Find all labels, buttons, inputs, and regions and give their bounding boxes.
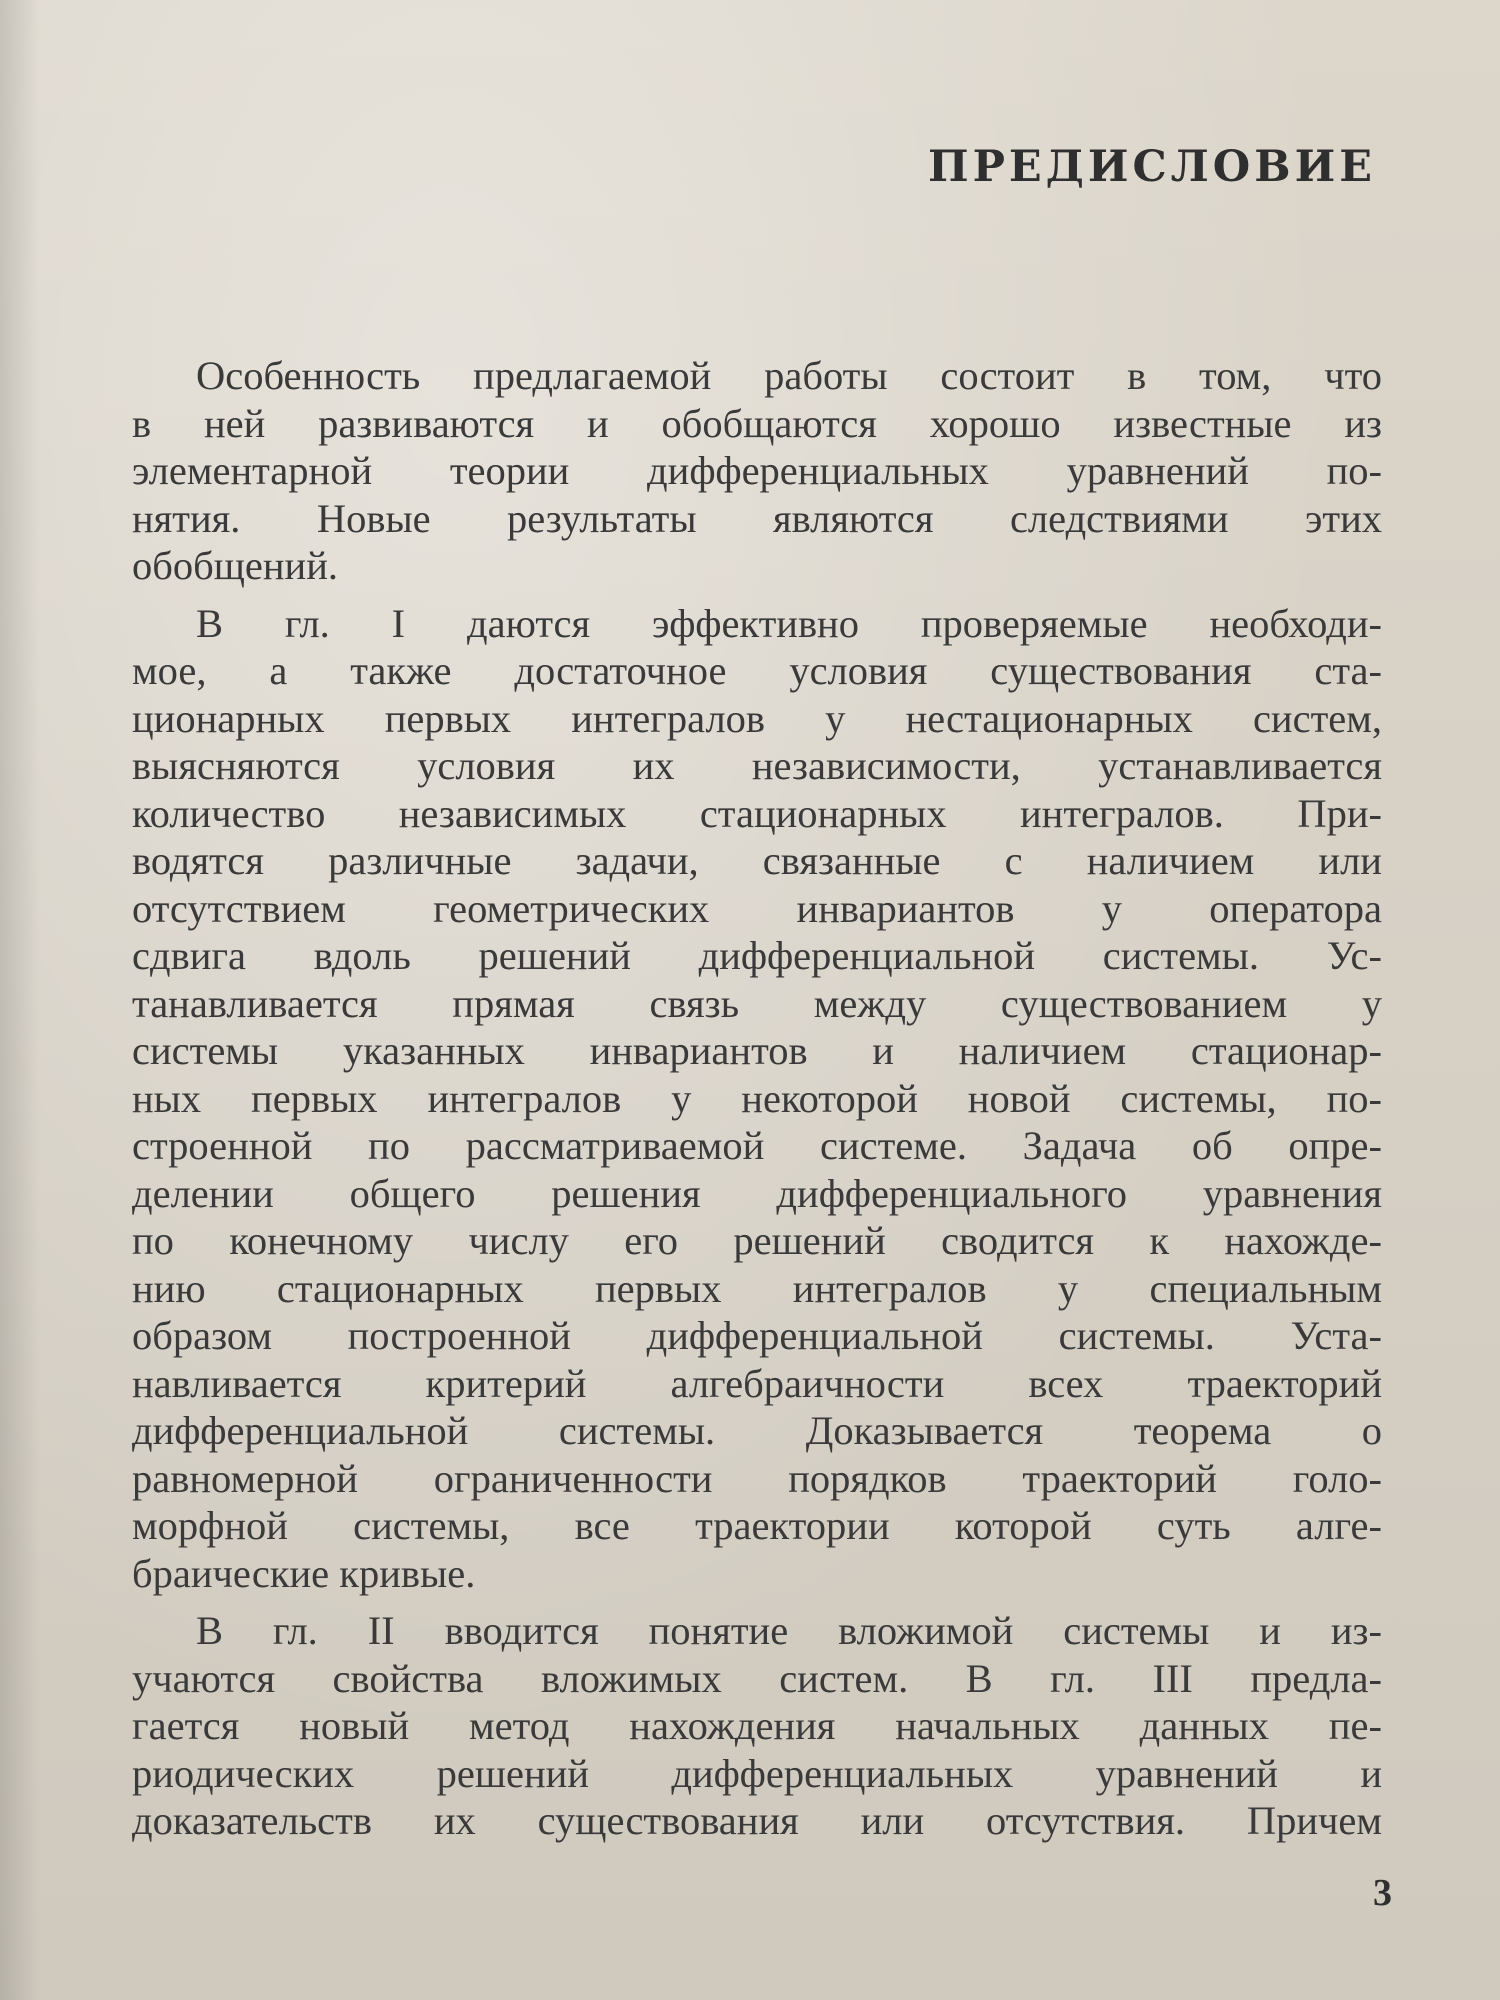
text-line: делении общего решения дифференциального уравнения: [132, 1170, 1382, 1216]
text-line: нятия. Новые результаты являются следствиями этих: [132, 495, 1382, 541]
text-line: образом построенной дифференциальной системы. Уста-: [132, 1313, 1382, 1358]
text-line: водятся различные задачи, связанные с наличием или: [132, 838, 1382, 883]
text-line: строенной по рассматриваемой системе. Задача об опре-: [132, 1123, 1382, 1168]
text-line: равномерной ограниченности порядков траекторий голо-: [132, 1455, 1382, 1501]
text-line: отсутствием геометрических инвариантов у оператора: [132, 885, 1382, 931]
text-line: выясняются условия их независимости, устанавливается: [132, 743, 1382, 788]
text-line: танавливается прямая связь между существованием у: [132, 980, 1382, 1026]
text-line: ных первых интегралов у некоторой новой системы, по-: [132, 1075, 1382, 1121]
text-line: количество независимых стационарных интегралов. При-: [132, 790, 1382, 836]
text-line: доказательств их существования или отсутствия. Причем: [132, 1798, 1382, 1843]
paragraph-2: [132, 600, 1382, 1598]
text-line: браические кривые.: [132, 1550, 476, 1596]
text-line: морфной системы, все траектории которой суть алге-: [132, 1503, 1382, 1548]
text-line: мое, а также достаточное условия существования ста-: [132, 648, 1382, 693]
text-line: В гл. II вводится понятие вложимой системы и из-: [196, 1608, 1382, 1653]
text-line: сдвига вдоль решений дифференциальной системы. Ус-: [132, 933, 1382, 978]
page-gutter-shadow: [0, 0, 40, 2000]
text-line: в ней развиваются и обобщаются хорошо известные из: [132, 400, 1382, 446]
text-line: навливается критерий алгебраичности всех траекторий: [132, 1360, 1382, 1406]
text-line: дифференциальной системы. Доказывается теорема о: [132, 1408, 1382, 1453]
text-line: ционарных первых интегралов у нестационарных систем,: [132, 695, 1382, 741]
text-line: обобщений.: [132, 543, 339, 588]
text-line: Особенность предлагаемой работы состоит в том, что: [196, 353, 1382, 398]
text-line: по конечному числу его решений сводится к нахожде-: [132, 1218, 1382, 1263]
text-line: элементарной теории дифференциальных уравнений по-: [132, 448, 1382, 493]
paragraph-3: [132, 1607, 1382, 1845]
text-line: системы указанных инвариантов и наличием стационар-: [132, 1028, 1382, 1073]
text-line: нию стационарных первых интегралов у специальным: [132, 1265, 1382, 1311]
text-line: В гл. I даются эффективно проверяемые необходи-: [196, 600, 1382, 646]
page-title: ПРЕДИСЛОВИЕ: [927, 142, 1376, 192]
paragraph-1: [132, 352, 1382, 590]
text-line: риодических решений дифференциальных уравнений и: [132, 1750, 1382, 1796]
text-line: гается новый метод нахождения начальных данных пе-: [132, 1703, 1382, 1748]
text-line: учаются свойства вложимых систем. В гл. III предла-: [132, 1655, 1382, 1701]
page-number: 3: [1373, 1872, 1392, 1914]
body-text: [132, 352, 1382, 1855]
